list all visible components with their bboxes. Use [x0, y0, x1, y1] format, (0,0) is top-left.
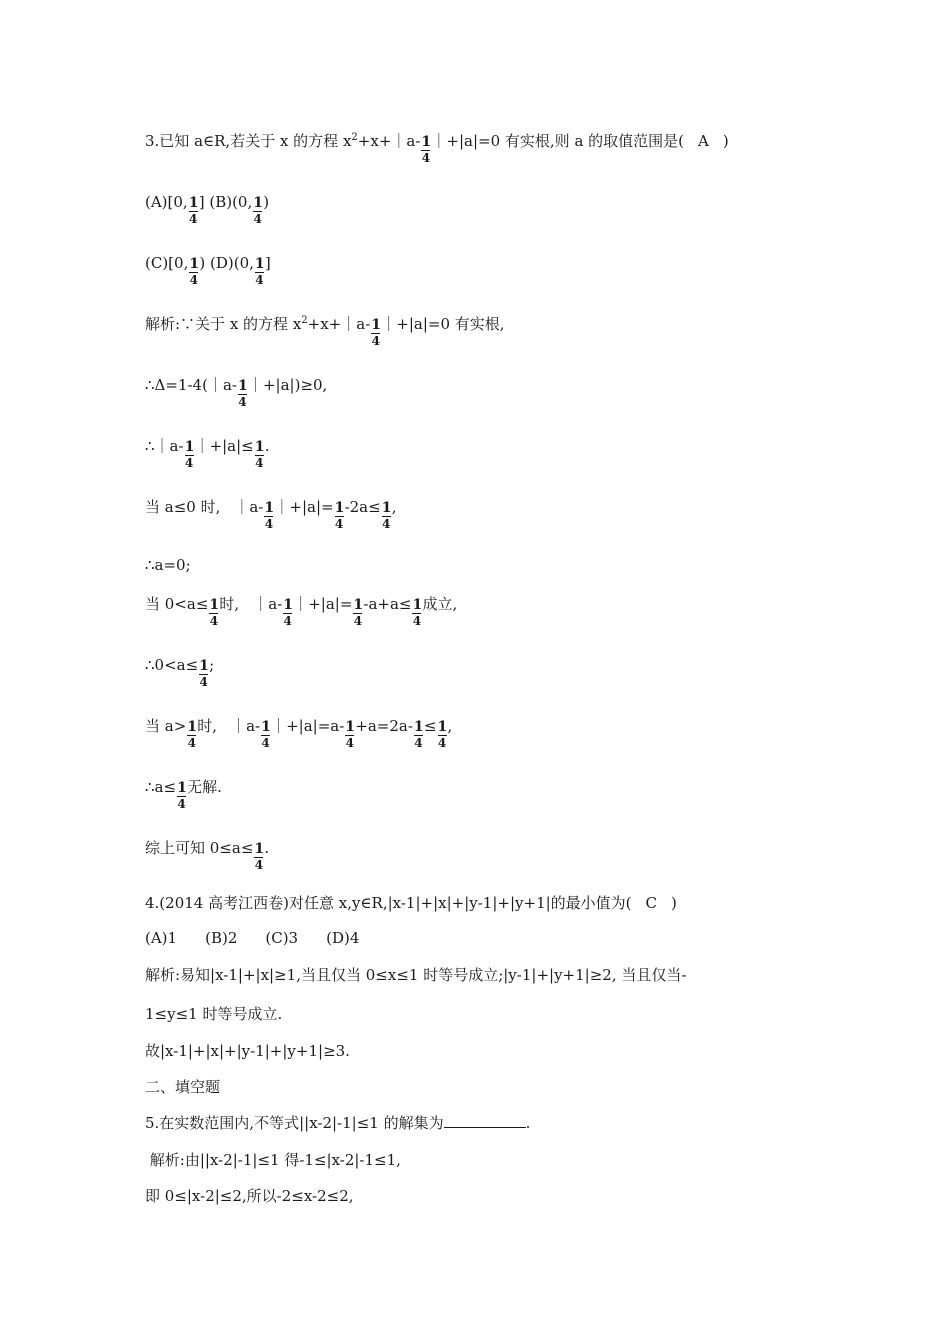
fraction-one-quarter: $\frac{1}{4}$ [413, 719, 424, 750]
fraction-one-quarter: $\frac{1}{4}$ [371, 317, 382, 348]
fraction-one-quarter: $\frac{1}{4}$ [334, 500, 345, 531]
sol3-text: ｜+|a|= [293, 595, 353, 613]
solution-3-line-7 [145, 655, 215, 689]
option-c-label: (C)[0, [145, 254, 189, 272]
solution-3-line-8 [145, 716, 453, 750]
solution-3-line-9 [145, 777, 222, 811]
sol3-text: , [447, 717, 453, 735]
sol3-text: ; [209, 656, 215, 674]
option-b: (B)2 [205, 929, 238, 947]
sol3-exponent: 2 [301, 315, 308, 326]
solution-3-line-6 [145, 594, 458, 628]
sol3-text: 无解. [187, 778, 222, 796]
sol3-text: +a=2a- [355, 717, 413, 735]
sol3-text: ∴0<a≤ [145, 656, 199, 674]
question-4-options [145, 928, 359, 948]
sol4-text: 解析:易知|x-1|+|x|≥1,当且仅当 0≤x≤1 时等号成立;|y-1|+|y+1|≥2, 当且仅当- [145, 966, 687, 984]
solution-4-line-2 [145, 1004, 282, 1024]
question-4-stem [145, 893, 677, 913]
solution-3-line-3 [145, 436, 270, 470]
fraction-one-quarter: $\frac{1}{4}$ [177, 780, 187, 811]
solution-5-line-2 [145, 1186, 354, 1206]
sol3-text: ∴a≤ [145, 778, 177, 796]
option-a: (A)1 [145, 929, 178, 947]
q3-exponent: 2 [351, 132, 358, 143]
sol3-text: ｜+|a|= [274, 498, 334, 516]
fraction-one-quarter: $\frac{1}{4}$ [261, 719, 271, 750]
option-d-label: (D)(0, [210, 254, 254, 272]
sol3-text: 综上可知 0≤a≤ [145, 839, 254, 857]
fraction-one-quarter: $\frac{1}{4}$ [184, 439, 195, 470]
sol3-text: 时, [219, 595, 240, 613]
sol3-text: 当 a> [145, 717, 187, 735]
option-a-label: (A)[0, [145, 193, 188, 211]
q3-answer: A [698, 132, 709, 150]
sol3-text: 当 0<a≤ [145, 595, 209, 613]
sol3-text: ｜+|a|≤ [194, 437, 254, 455]
sol3-text: ｜+|a|=0 有实根, [381, 315, 505, 333]
sol3-text: ∴Δ=1-4(｜a- [145, 376, 237, 394]
q4-text: 4.(2014 高考江西卷)对任意 x,y∈R,|x-1|+|x|+|y-1|+|y+1|的最小值为( [145, 894, 632, 912]
fraction-one-quarter: $\frac{1}{4}$ [412, 597, 423, 628]
answer-blank[interactable] [444, 1113, 526, 1128]
sol3-text: -2a≤ [344, 498, 381, 516]
sol3-text: ∴｜a- [145, 437, 184, 455]
option-d: (D)4 [326, 929, 360, 947]
solution-3-line-2 [145, 375, 328, 409]
section-title-text: 二、填空题 [145, 1078, 221, 1096]
fraction-one-quarter: $\frac{1}{4}$ [421, 134, 432, 165]
fraction-one-quarter: $\frac{1}{4}$ [345, 719, 356, 750]
fraction-one-quarter: $\frac{1}{4}$ [254, 256, 265, 287]
solution-3-line-5 [145, 555, 191, 575]
question-3-options-ab [145, 192, 270, 226]
sol3-text: ｜a- [234, 498, 264, 516]
fraction-one-quarter: $\frac{1}{4}$ [253, 195, 263, 226]
q4-answer: C [645, 894, 658, 912]
sol3-text: ≤ [423, 717, 437, 735]
q5-text: 5.在实数范围内,不等式||x-2|-1|≤1 的解集为 [145, 1114, 444, 1132]
q3-text-1: 3.已知 a∈R,若关于 x 的方程 x [145, 132, 352, 150]
section-title [145, 1077, 220, 1097]
fraction-one-quarter: $\frac{1}{4}$ [264, 500, 275, 531]
fraction-one-quarter: $\frac{1}{4}$ [189, 256, 200, 287]
question-3-options-cd [145, 253, 271, 287]
sol3-text: , [391, 498, 397, 516]
sol3-text: ｜+|a|=a- [271, 717, 345, 735]
fraction-one-quarter: $\frac{1}{4}$ [187, 719, 198, 750]
fraction-one-quarter: $\frac{1}{4}$ [381, 500, 392, 531]
sol5-text: 即 0≤|x-2|≤2,所以-2≤x-2≤2, [145, 1187, 354, 1205]
fraction-one-quarter: $\frac{1}{4}$ [254, 439, 265, 470]
fraction-one-quarter: $\frac{1}{4}$ [188, 195, 199, 226]
q3-text-3: ｜+|a|=0 有实根,则 a 的取值范围是( [431, 132, 685, 150]
solution-3-line-10 [145, 838, 270, 872]
sol3-text: 成立, [422, 595, 458, 613]
sol3-text: . [264, 437, 270, 455]
q4-close: ) [671, 894, 677, 912]
question-5-stem [145, 1113, 530, 1133]
sol3-text: ｜+|a|)≥0, [247, 376, 328, 394]
sol4-text: 1≤y≤1 时等号成立. [145, 1005, 283, 1023]
solution-4-line-1 [145, 965, 686, 985]
solution-3-line-4 [145, 497, 397, 531]
sol3-text: ∴a=0; [145, 556, 191, 574]
fraction-one-quarter: $\frac{1}{4}$ [283, 597, 293, 628]
option-b-label: (B)(0, [209, 193, 253, 211]
sol3-text: -a+a≤ [363, 595, 412, 613]
q3-text-2: +x+｜a- [357, 132, 421, 150]
question-3-stem [145, 131, 729, 165]
sol3-text: ｜a- [253, 595, 283, 613]
q3-close: ) [722, 132, 729, 150]
option-d-close: ] [264, 254, 271, 272]
sol3-text: +x+｜a- [307, 315, 371, 333]
fraction-one-quarter: $\frac{1}{4}$ [237, 378, 248, 409]
sol3-text: 当 a≤0 时, [145, 498, 221, 516]
sol4-text: 故|x-1|+|x|+|y-1|+|y+1|≥3. [145, 1042, 350, 1060]
fraction-one-quarter: $\frac{1}{4}$ [199, 658, 209, 689]
solution-4-line-3 [145, 1041, 350, 1061]
sol3-text: 解析:∵关于 x 的方程 x [145, 315, 302, 333]
fraction-one-quarter: $\frac{1}{4}$ [353, 597, 364, 628]
sol3-text: ｜a- [231, 717, 261, 735]
fraction-one-quarter: $\frac{1}{4}$ [437, 719, 448, 750]
sol5-text: 解析:由||x-2|-1|≤1 得-1≤|x-2|-1≤1, [145, 1151, 401, 1169]
option-c-close: ) [199, 254, 206, 272]
sol3-text: . [264, 839, 270, 857]
q5-text: . [525, 1114, 531, 1132]
fraction-one-quarter: $\frac{1}{4}$ [209, 597, 220, 628]
option-a-close: ] [198, 193, 205, 211]
solution-5-line-1 [145, 1150, 401, 1170]
solution-3-line-1 [145, 314, 505, 348]
fraction-one-quarter: $\frac{1}{4}$ [254, 841, 265, 872]
option-b-close: ) [263, 193, 270, 211]
option-c: (C)3 [265, 929, 299, 947]
sol3-text: 时, [197, 717, 218, 735]
